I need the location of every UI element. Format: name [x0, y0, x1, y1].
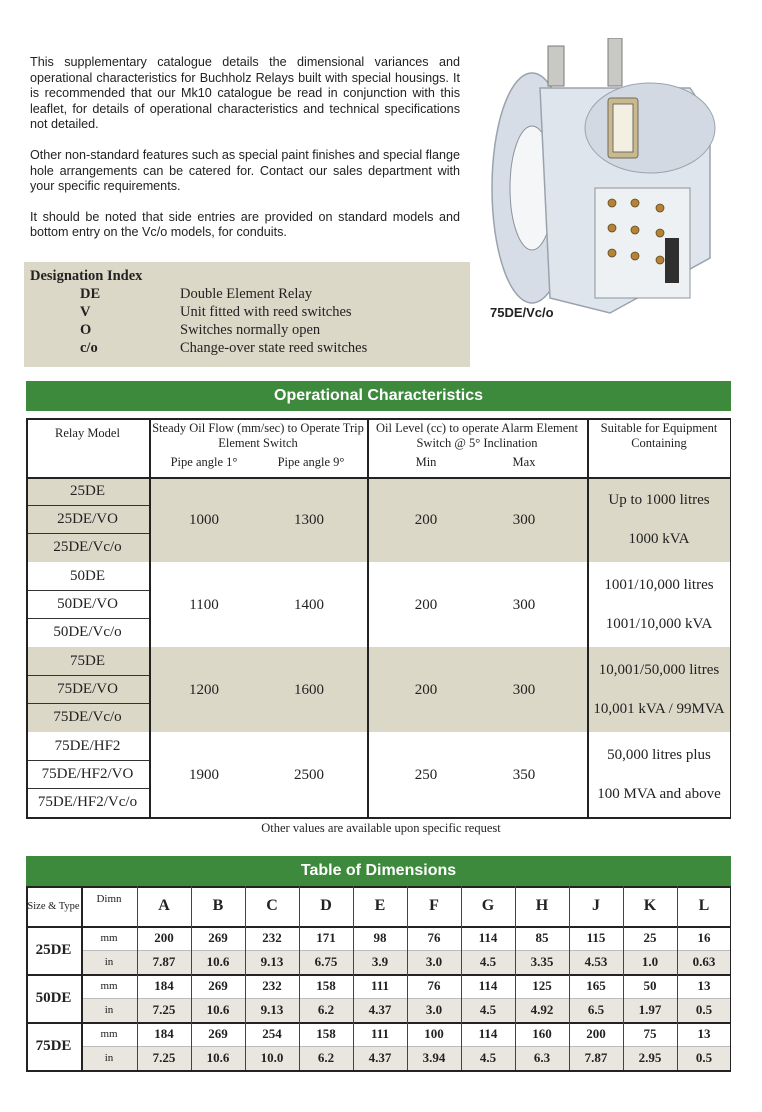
dimension-column-header: D [320, 897, 332, 914]
size-type: 50DE [35, 990, 72, 1006]
table-rule [81, 998, 731, 999]
dimension-mm-value: 184 [154, 978, 174, 993]
dimension-in-value: 3.0 [425, 1002, 443, 1017]
oil-max: 300 [512, 596, 536, 613]
dimension-column-header: C [266, 897, 278, 914]
dimension-mm-value: 25 [643, 930, 657, 945]
dimension-mm-value: 171 [316, 930, 336, 945]
dimension-column-header: K [643, 897, 657, 914]
relay-model: 75DE/HF2/VO [41, 766, 134, 782]
intro-text [30, 55, 460, 256]
dimension-mm-value: 232 [262, 930, 282, 945]
designation-code: c/o [80, 340, 98, 356]
dimension-mm-value: 269 [208, 978, 228, 993]
unit-mm: mm [100, 1028, 118, 1040]
table-rule [26, 1070, 731, 1072]
dimension-mm-value: 158 [316, 978, 336, 993]
dimension-in-value: 10.6 [206, 1002, 230, 1017]
dimension-in-value: 6.75 [314, 954, 338, 969]
oil-max: 300 [512, 681, 536, 698]
relay-model: 75DE/Vc/o [53, 709, 122, 725]
table-rule [81, 950, 731, 951]
dimension-in-value: 4.5 [479, 1002, 497, 1017]
flow-pipe-angle-9: 1600 [294, 681, 324, 698]
oil-min: 200 [414, 511, 438, 528]
intro-paragraph: It should be noted that side entries are provided on standard models and bottom entry on the Vc/o models, for conduits. [30, 209, 460, 240]
dimension-in-value: 7.25 [152, 1002, 176, 1017]
flow-pipe-angle-1: 1100 [189, 596, 219, 613]
flow-pipe-angle-9: 2500 [294, 766, 324, 783]
designation-meaning: Change-over state reed switches [180, 340, 368, 356]
dimension-mm-value: 100 [424, 1026, 444, 1041]
suitable-capacity: 50,000 litres plus [607, 747, 711, 763]
dimension-in-value: 4.37 [368, 1050, 392, 1065]
dimension-column-header: F [429, 897, 439, 914]
unit-mm: mm [100, 980, 118, 992]
dimension-in-value: 4.92 [530, 1002, 554, 1017]
dimension-in-value: 1.97 [638, 1002, 662, 1017]
operational-title: Operational Characteristics [26, 381, 731, 411]
table-rule [26, 703, 149, 704]
dimension-in-value: 7.87 [584, 1050, 608, 1065]
suitable-rating: 1000 kVA [628, 531, 690, 547]
dimension-mm-value: 254 [262, 1026, 282, 1041]
table-rule [677, 886, 678, 1070]
dimension-in-value: 3.35 [530, 954, 554, 969]
table-rule [26, 886, 28, 1070]
dimension-in-value: 9.13 [260, 954, 284, 969]
relay-model: 75DE [70, 653, 105, 669]
designation-meaning: Double Element Relay [180, 286, 313, 302]
designation-title: Designation Index [30, 268, 143, 284]
dimension-mm-value: 111 [370, 978, 390, 993]
dimension-in-value: 4.53 [584, 954, 608, 969]
dimension-mm-value: 114 [478, 978, 498, 993]
suitable-capacity: 1001/10,000 litres [604, 577, 714, 593]
dimension-mm-value: 200 [154, 930, 174, 945]
relay-model: 25DE/VO [57, 511, 118, 527]
dimension-column-header: A [158, 897, 170, 914]
table-rule [353, 886, 354, 1070]
relay-photo [490, 38, 740, 320]
table-rule [407, 886, 408, 1070]
dimension-in-value: 6.5 [587, 1002, 605, 1017]
dimension-in-value: 0.5 [695, 1050, 713, 1065]
suitable-capacity: 10,001/50,000 litres [598, 662, 720, 678]
dimension-mm-value: 111 [370, 1026, 390, 1041]
dimension-in-value: 1.0 [641, 954, 659, 969]
dimension-column-header: G [481, 897, 495, 914]
table-rule [730, 886, 732, 1070]
table-rule [569, 886, 570, 1070]
table-rule [26, 760, 149, 761]
table-rule [26, 675, 149, 676]
size-type: 75DE [35, 1038, 72, 1054]
table-rule [587, 418, 589, 817]
column-subheader: Pipe angle 1° [170, 455, 238, 469]
dimension-in-value: 7.25 [152, 1050, 176, 1065]
dimension-in-value: 3.9 [371, 954, 389, 969]
table-rule [245, 886, 246, 1070]
table-rule [367, 418, 369, 817]
column-header: Relay Model [55, 426, 120, 440]
size-type: 25DE [35, 942, 72, 958]
intro-paragraph: Other non-standard features such as special paint finishes and special flange hole arrangements can be catered for. Contact our sales department with your specific requirements. [30, 147, 460, 194]
table-rule [26, 533, 149, 534]
table-rule [26, 618, 149, 619]
dimension-mm-value: 76 [427, 978, 441, 993]
dimension-mm-value: 184 [154, 1026, 174, 1041]
dimension-mm-value: 76 [427, 930, 441, 945]
dimension-mm-value: 16 [697, 930, 711, 945]
dimension-mm-value: 114 [478, 1026, 498, 1041]
designation-code: DE [80, 286, 101, 302]
table-rule [299, 886, 300, 1070]
table-rule [26, 886, 731, 888]
dimension-mm-value: 125 [532, 978, 552, 993]
dimension-in-value: 10.0 [260, 1050, 284, 1065]
dimension-in-value: 10.6 [206, 954, 230, 969]
intro-paragraph: This supplementary catalogue details the dimensional variances and operational characteristics for Buchholz Relays built with special housings. It is recommended that our Mk10 catalogue be read in conjunction with this leaflet, for details of operational characteristics and technical specifications not detailed. [30, 55, 460, 132]
table-rule [137, 886, 138, 1070]
suitable-rating: 100 MVA and above [597, 786, 721, 802]
dimension-in-value: 6.3 [533, 1050, 551, 1065]
unit-in: in [104, 1052, 114, 1064]
dimension-mm-value: 50 [643, 978, 657, 993]
dimension-in-value: 4.37 [368, 1002, 392, 1017]
flow-pipe-angle-1: 1200 [189, 681, 219, 698]
relay-model: 50DE/VO [57, 596, 118, 612]
table-rule [461, 886, 462, 1070]
designation-code: V [80, 304, 91, 320]
dimension-in-value: 0.63 [692, 954, 716, 969]
oil-min: 250 [414, 766, 438, 783]
dimension-in-value: 3.0 [425, 954, 443, 969]
table-rule [623, 886, 624, 1070]
photo-caption: 75DE/Vc/o [490, 305, 554, 320]
dimension-mm-value: 160 [532, 1026, 552, 1041]
size-type-header: Size & Type [27, 900, 80, 912]
dimension-in-value: 9.13 [260, 1002, 284, 1017]
table-rule [26, 418, 731, 420]
dimension-mm-value: 114 [478, 930, 498, 945]
dimension-in-value: 6.2 [317, 1002, 335, 1017]
dimension-mm-value: 165 [586, 978, 606, 993]
dimension-in-value: 6.2 [317, 1050, 335, 1065]
flow-pipe-angle-1: 1000 [189, 511, 219, 528]
column-header: Oil Level (cc) to operate Alarm Element Switch @ 5° Inclination [376, 421, 578, 450]
dimension-in-value: 0.5 [695, 1002, 713, 1017]
column-subheader: Max [512, 455, 536, 469]
dimension-column-header: L [698, 897, 710, 914]
table-rule [149, 418, 151, 817]
dimension-mm-value: 232 [262, 978, 282, 993]
designation-index [24, 262, 470, 367]
unit-in: in [104, 1004, 114, 1016]
table-rule [26, 477, 731, 479]
dimension-mm-value: 13 [697, 1026, 711, 1041]
designation-meaning: Switches normally open [180, 322, 321, 338]
dimension-column-header: B [212, 897, 224, 914]
column-header: Steady Oil Flow (mm/sec) to Operate Trip Element Switch [152, 421, 364, 450]
suitable-rating: 1001/10,000 kVA [605, 616, 713, 632]
dimensions-title: Table of Dimensions [26, 856, 731, 886]
oil-max: 350 [512, 766, 536, 783]
dimension-in-value: 3.94 [422, 1050, 446, 1065]
dimension-mm-value: 13 [697, 978, 711, 993]
operational-note: Other values are available upon specific request [261, 821, 501, 835]
dimensions-table [26, 886, 731, 1070]
oil-min: 200 [414, 681, 438, 698]
table-rule [730, 418, 732, 817]
table-rule [81, 886, 83, 1070]
oil-max: 300 [512, 511, 536, 528]
table-rule [26, 590, 149, 591]
operational-table [26, 418, 731, 819]
table-rule [515, 886, 516, 1070]
table-rule [26, 418, 28, 817]
suitable-rating: 10,001 kVA / 99MVA [593, 701, 725, 717]
dimension-mm-value: 115 [586, 930, 606, 945]
dimension-column-header: E [374, 897, 386, 914]
relay-model: 75DE/HF2/Vc/o [37, 794, 138, 810]
flow-pipe-angle-9: 1400 [294, 596, 324, 613]
table-rule [26, 926, 731, 928]
designation-meaning: Unit fitted with reed switches [180, 304, 352, 320]
dimension-in-value: 2.95 [638, 1050, 662, 1065]
unit-in: in [104, 956, 114, 968]
dimension-mm-value: 85 [535, 930, 549, 945]
column-subheader: Min [415, 455, 437, 469]
table-rule [26, 505, 149, 506]
column-header: Suitable for Equipment Containing [600, 421, 718, 450]
relay-model: 75DE/HF2 [54, 738, 121, 754]
flow-pipe-angle-1: 1900 [189, 766, 219, 783]
relay-model: 50DE [70, 568, 105, 584]
relay-model: 25DE/Vc/o [53, 539, 122, 555]
dimension-mm-value: 75 [643, 1026, 657, 1041]
dimension-mm-value: 200 [586, 1026, 606, 1041]
dimension-column-header: H [535, 897, 549, 914]
dimension-mm-value: 98 [373, 930, 387, 945]
dimension-in-value: 10.6 [206, 1050, 230, 1065]
relay-model: 50DE/Vc/o [53, 624, 122, 640]
column-subheader: Pipe angle 9° [277, 455, 345, 469]
dimension-in-value: 4.5 [479, 954, 497, 969]
dimension-mm-value: 269 [208, 1026, 228, 1041]
table-rule [26, 817, 731, 819]
relay-model: 25DE [70, 483, 105, 499]
suitable-capacity: Up to 1000 litres [608, 492, 710, 508]
dimension-column-header: J [592, 897, 600, 914]
flow-pipe-angle-9: 1300 [294, 511, 324, 528]
oil-min: 200 [414, 596, 438, 613]
dimension-mm-value: 269 [208, 930, 228, 945]
dimension-in-value: 4.5 [479, 1050, 497, 1065]
table-rule [191, 886, 192, 1070]
designation-code: O [80, 322, 92, 338]
dimension-mm-value: 158 [316, 1026, 336, 1041]
unit-mm: mm [100, 932, 118, 944]
dimn-header: Dimn [96, 893, 122, 905]
dimension-in-value: 7.87 [152, 954, 176, 969]
table-rule [26, 788, 149, 789]
table-rule [81, 1046, 731, 1047]
relay-model: 75DE/VO [57, 681, 118, 697]
